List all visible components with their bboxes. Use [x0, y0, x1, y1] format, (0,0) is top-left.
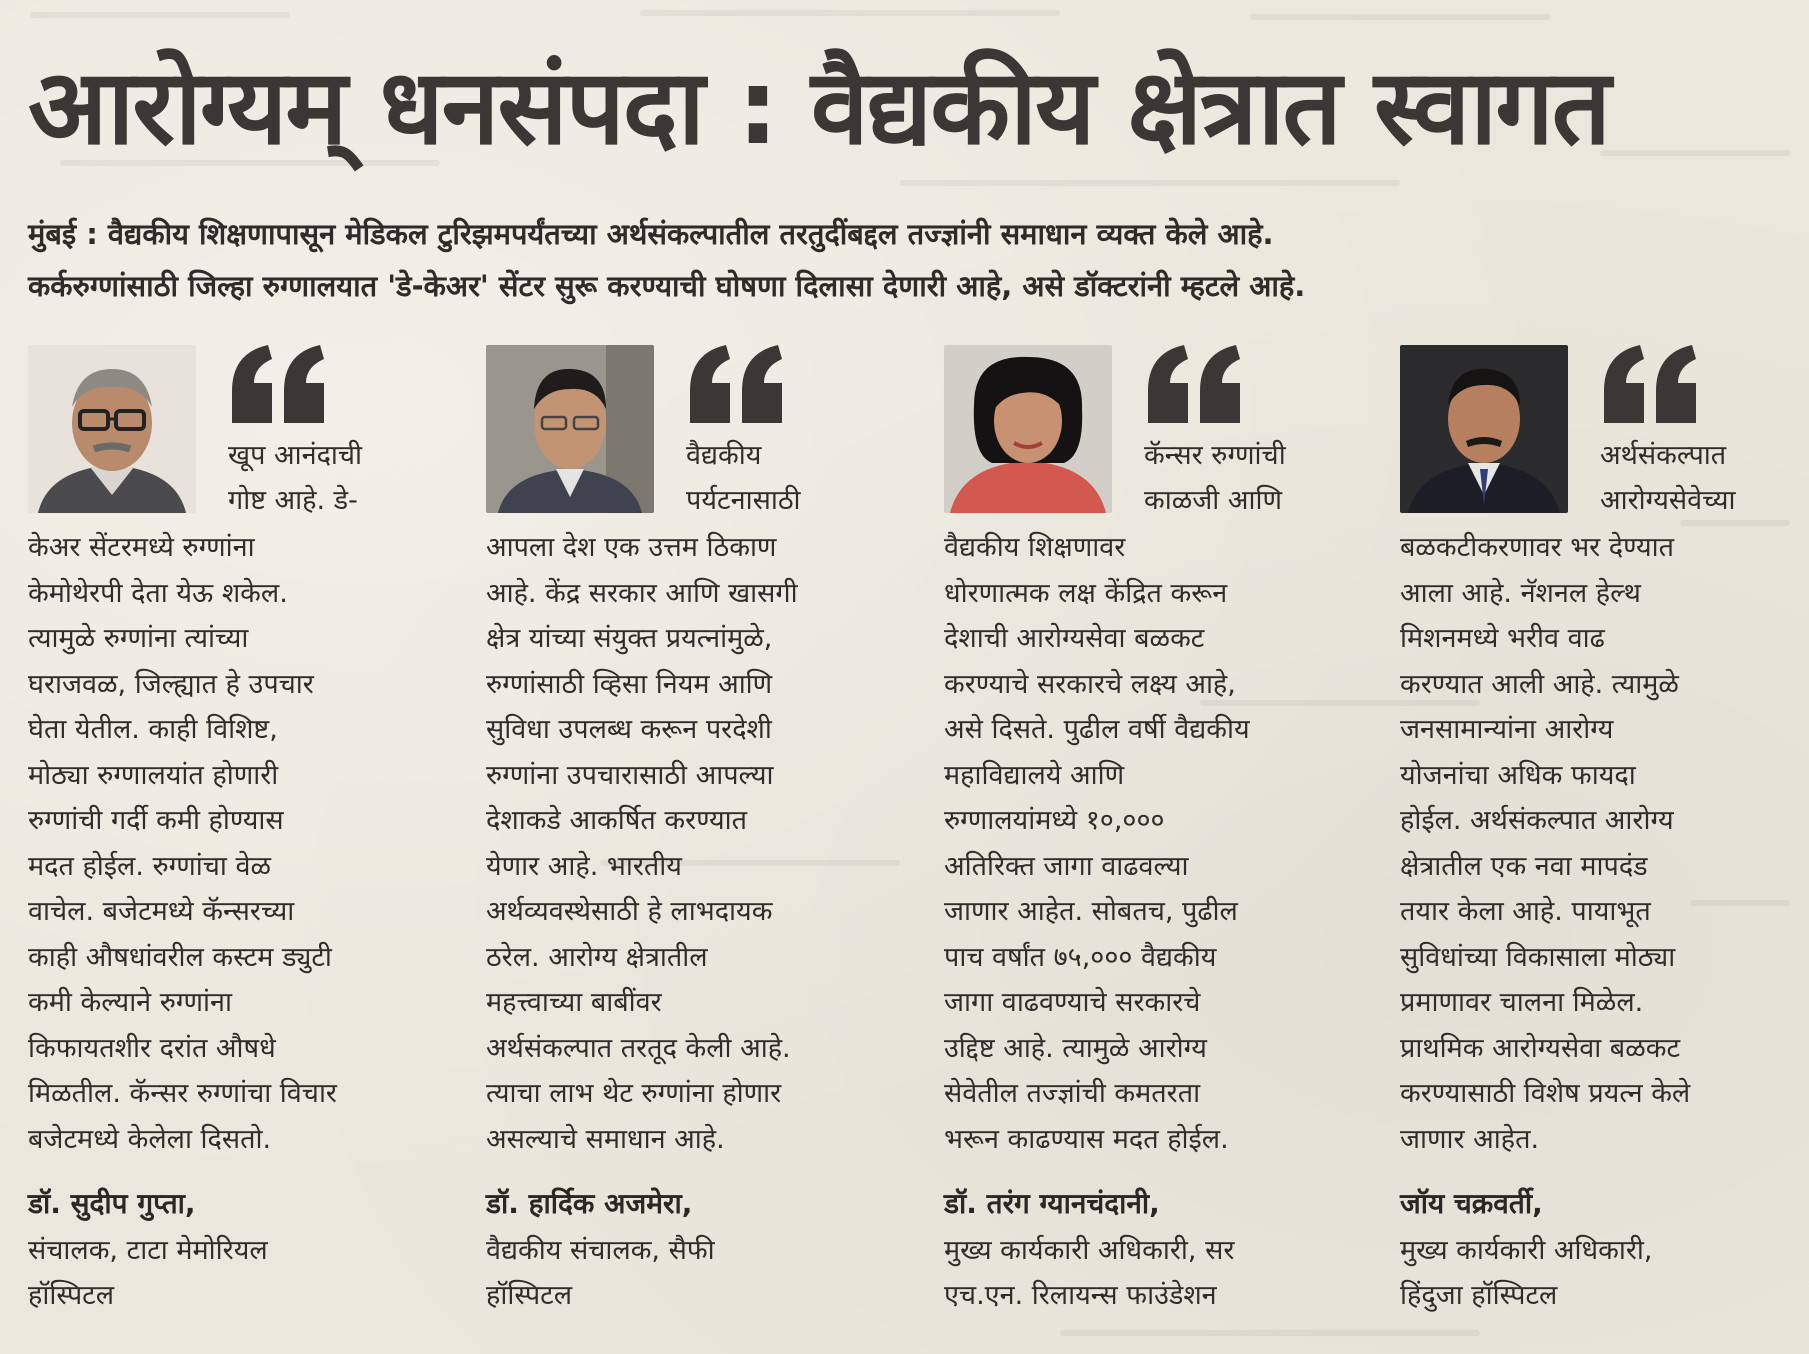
quote-line: करण्यात आली आहे. त्यामुळे	[1400, 668, 1679, 700]
quote-line: वैद्यकीय शिक्षणावर	[944, 532, 1126, 563]
quote-line: कमी केल्याने रुग्णांना	[28, 987, 232, 1018]
byline-name: जॉय चक्रवर्ती,	[1400, 1187, 1543, 1220]
quote-lead-line: अर्थसंकल्पात	[1600, 440, 1727, 471]
byline-role	[28, 1228, 468, 1318]
quote-line: असे दिसते. पुढील वर्षी वैद्यकीय	[944, 714, 1250, 745]
quote-line: जाणार आहेत. सोबतच, पुढील	[944, 896, 1238, 927]
quote-lead-line: आरोग्यसेवेच्या	[1600, 485, 1736, 516]
quote-column-2	[486, 345, 906, 1335]
quote-line: जाणार आहेत.	[1400, 1123, 1540, 1155]
byline-role-line: एच.एन. रिलायन्स फाउंडेशन	[944, 1280, 1217, 1311]
quote-line: केअर सेंटरमध्ये रुग्णांना	[28, 532, 255, 563]
quote-line: बजेटमध्ये केलेला दिसतो.	[28, 1123, 272, 1155]
quote-line: येणार आहे. भारतीय	[486, 850, 682, 882]
quote-lead	[228, 433, 468, 523]
quote-line: त्याचा लाभ थेट रुग्णांना होणार	[486, 1078, 782, 1109]
quote-line: केमोथेरपी देता येऊ शकेल.	[28, 577, 288, 609]
quote-line: मदत होईल. रुग्णांचा वेळ	[28, 850, 272, 882]
quote-line: आला आहे. नॅशनल हेल्थ	[1400, 577, 1641, 609]
quote-line: घराजवळ, जिल्ह्यात हे उपचार	[28, 668, 314, 700]
quote-lead	[1144, 433, 1384, 523]
quote-line: मोठ्या रुग्णालयांत होणारी	[28, 759, 279, 791]
quote-line: आहे. केंद्र सरकार आणि खासगी	[486, 577, 798, 609]
quote-lead-line: काळजी आणि	[1144, 485, 1282, 516]
quote-line: पाच वर्षांत ७५,००० वैद्यकीय	[944, 941, 1217, 973]
quote-line: ठरेल. आरोग्य क्षेत्रातील	[486, 941, 708, 973]
byline	[944, 1180, 1384, 1318]
quote-line: किफायतशीर दरांत औषधे	[28, 1032, 276, 1064]
quote-line: बळकटीकरणावर भर देण्यात	[1400, 532, 1675, 563]
quote-line: तयार केला आहे. पायाभूत	[1400, 896, 1651, 927]
quote-mark-icon	[1144, 339, 1244, 429]
quote-line: काही औषधांवरील कस्टम ड्युटी	[28, 941, 332, 973]
quote-lead	[686, 433, 926, 523]
byline	[1400, 1180, 1809, 1318]
quote-line: होईल. अर्थसंकल्पात आरोग्य	[1400, 805, 1674, 836]
byline	[486, 1180, 926, 1318]
quote-line: महाविद्यालये आणि	[944, 759, 1125, 791]
byline-name: डॉ. सुदीप गुप्ता,	[28, 1187, 196, 1220]
quote-lead-line: वैद्यकीय	[686, 440, 762, 471]
quote-line: देशाकडे आकर्षित करण्यात	[486, 805, 748, 836]
quote-lead	[1600, 433, 1809, 523]
quote-line: असल्याचे समाधान आहे.	[486, 1123, 725, 1155]
quote-line: जनसामान्यांना आरोग्य	[1400, 714, 1614, 745]
byline-role-line: हॉस्पिटल	[28, 1280, 115, 1311]
portrait-photo	[944, 345, 1112, 513]
quote-body	[944, 525, 1374, 1162]
quote-line: आपला देश एक उत्तम ठिकाण	[486, 532, 777, 563]
quote-mark-icon	[1600, 339, 1700, 429]
quote-column-1	[28, 345, 448, 1335]
quote-line: मिळतील. कॅन्सर रुग्णांचा विचार	[28, 1078, 337, 1109]
byline-role-line: संचालक, टाटा मेमोरियल	[28, 1235, 268, 1266]
quote-line: अर्थव्यवस्थेसाठी हे लाभदायक	[486, 896, 773, 927]
quote-line: मिशनमध्ये भरीव वाढ	[1400, 623, 1605, 654]
byline-role	[486, 1228, 926, 1318]
quote-lead-line: गोष्ट आहे. डे-	[228, 485, 358, 516]
portrait-photo	[28, 345, 196, 513]
quote-line: क्षेत्र यांच्या संयुक्त प्रयत्नांमुळे,	[486, 623, 773, 654]
byline-role-line: हिंदुजा हॉस्पिटल	[1400, 1280, 1558, 1311]
portrait-photo	[1400, 345, 1568, 513]
byline-role	[944, 1228, 1384, 1318]
quote-line: रुग्णांची गर्दी कमी होण्यास	[28, 805, 284, 836]
byline-role-line: हॉस्पिटल	[486, 1280, 573, 1311]
quote-column-3	[944, 345, 1364, 1335]
quote-line: रुग्णांसाठी व्हिसा नियम आणि	[486, 668, 773, 700]
portrait-photo	[486, 345, 654, 513]
quote-line: त्यामुळे रुग्णांना त्यांच्या	[28, 623, 249, 654]
quote-line: क्षेत्रातील एक नवा मापदंड	[1400, 850, 1648, 882]
quote-line: सेवेतील तज्ज्ञांची कमतरता	[944, 1078, 1201, 1109]
quote-line: अर्थसंकल्पात तरतूद केली आहे.	[486, 1032, 791, 1064]
byline-name: डॉ. हार्दिक अजमेरा,	[486, 1187, 693, 1220]
byline-role	[1400, 1228, 1809, 1318]
byline-role-line: मुख्य कार्यकारी अधिकारी,	[1400, 1235, 1653, 1266]
quote-line: सुविधा उपलब्ध करून परदेशी	[486, 714, 772, 745]
headline: आरोग्यम् धनसंपदा : वैद्यकीय क्षेत्रात स्वागत	[28, 46, 1610, 168]
quote-line: सुविधांच्या विकासाला मोठ्या	[1400, 941, 1676, 973]
quote-line: उद्दिष्ट आहे. त्यामुळे आरोग्य	[944, 1032, 1207, 1064]
quote-mark-icon	[686, 339, 786, 429]
quote-lead-line: पर्यटनासाठी	[686, 485, 801, 516]
intro-line: कर्करुग्णांसाठी जिल्हा रुग्णालयात 'डे-केअर' सेंटर सुरू करण्याची घोषणा दिलासा देणारी आहे, असे डॉक्टरांनी म्हटले आहे.	[28, 269, 1306, 303]
byline-name: डॉ. तरंग ग्यानचंदानी,	[944, 1187, 1160, 1220]
intro-line: मुंबई : वैद्यकीय शिक्षणापासून मेडिकल टुरिझमपर्यंतच्या अर्थसंकल्पातील तरतुदींबद्दल तज्ज्ञांनी समाधान व्यक्त केले आहे.	[28, 217, 1274, 251]
quote-line: प्राथमिक आरोग्यसेवा बळकट	[1400, 1032, 1681, 1064]
byline	[28, 1180, 468, 1318]
quote-line: जागा वाढवण्याचे सरकारचे	[944, 987, 1201, 1018]
quote-line: करण्याचे सरकारचे लक्ष्य आहे,	[944, 668, 1236, 700]
quote-line: भरून काढण्यास मदत होईल.	[944, 1123, 1229, 1155]
byline-role-line: मुख्य कार्यकारी अधिकारी, सर	[944, 1235, 1235, 1266]
quote-line: योजनांचा अधिक फायदा	[1400, 759, 1636, 791]
quote-line: प्रमाणावर चालना मिळेल.	[1400, 987, 1644, 1018]
quote-line: देशाची आरोग्यसेवा बळकट	[944, 623, 1205, 654]
quote-body	[486, 525, 916, 1162]
quote-line: धोरणात्मक लक्ष केंद्रित करून	[944, 577, 1228, 609]
quote-line: करण्यासाठी विशेष प्रयत्न केले	[1400, 1078, 1691, 1109]
quote-line: महत्त्वाच्या बाबींवर	[486, 987, 662, 1018]
quote-lead-line: खूप आनंदाची	[228, 440, 363, 471]
quote-body	[28, 525, 458, 1162]
quote-mark-icon	[228, 339, 328, 429]
quote-line: रुग्णालयांमध्ये १०,०००	[944, 805, 1165, 836]
quote-body	[1400, 525, 1809, 1162]
quote-column-4	[1400, 345, 1809, 1335]
quote-lead-line: कॅन्सर रुग्णांची	[1144, 440, 1286, 471]
quote-line: घेता येतील. काही विशिष्ट,	[28, 714, 278, 745]
quote-line: अतिरिक्त जागा वाढवल्या	[944, 850, 1189, 882]
byline-role-line: वैद्यकीय संचालक, सैफी	[486, 1235, 715, 1266]
quote-line: वाचेल. बजेटमध्ये कॅन्सरच्या	[28, 896, 295, 927]
quote-line: रुग्णांना उपचारासाठी आपल्या	[486, 759, 774, 791]
intro-paragraph	[28, 208, 1788, 312]
